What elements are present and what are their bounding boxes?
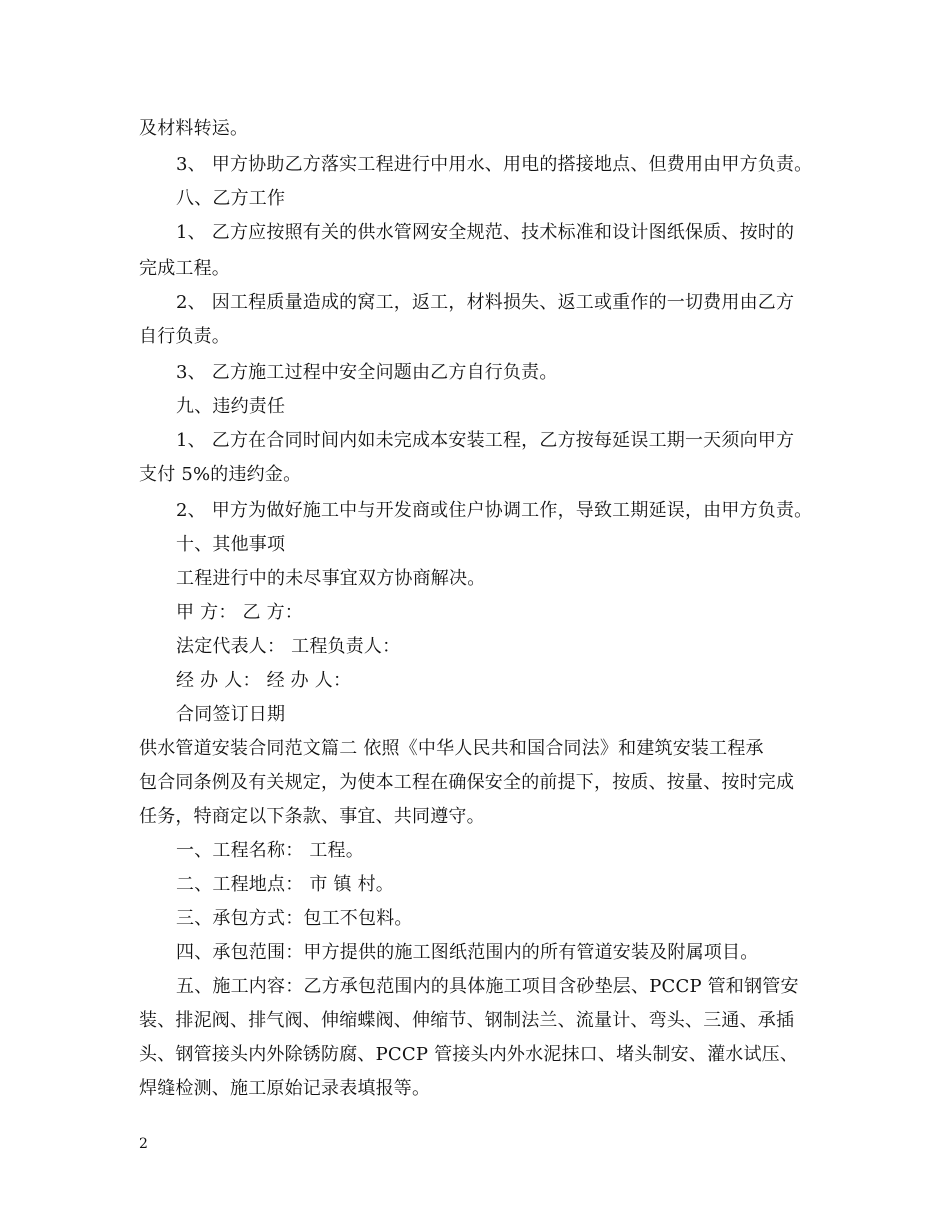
- text-line: 2、 甲方为做好施工中与开发商或住户协调工作，导致工期延误，由甲方负责。: [176, 500, 813, 521]
- section-heading: 九、违约责任: [176, 396, 286, 417]
- text-line: 装、排泥阀、排气阀、伸缩蝶阀、伸缩节、钢制法兰、流量计、弯头、三通、承插: [139, 1010, 795, 1031]
- text-line: 焊缝检测、施工原始记录表填报等。: [139, 1078, 431, 1099]
- text-line: 完成工程。: [139, 258, 230, 279]
- text-line: 1、 乙方应按照有关的供水管网安全规范、技术标准和设计图纸保质、按时的: [176, 222, 795, 243]
- text-line: 四、承包范围：甲方提供的施工图纸范围内的所有管道安装及附属项目。: [176, 942, 759, 963]
- text-line: 一、工程名称： 工程。: [176, 840, 364, 861]
- text-line: 3、 乙方施工过程中安全问题由乙方自行负责。: [176, 362, 558, 383]
- section-heading: 十、其他事项: [176, 534, 286, 555]
- text-line: 及材料转运。: [139, 118, 249, 139]
- text-line: 工程进行中的未尽事宜双方协商解决。: [176, 568, 486, 589]
- text-line: 二、工程地点： 市 镇 村。: [176, 874, 394, 895]
- section-heading: 八、乙方工作: [176, 188, 286, 209]
- text-line: 供水管道安装合同范文篇二 依照《中华人民共和国合同法》和建筑安装工程承: [139, 738, 764, 759]
- text-line: 三、承包方式：包工不包料。: [176, 908, 413, 929]
- signature-line: 甲 方： 乙 方：: [176, 602, 303, 623]
- text-line: 头、钢管接头内外除锈防腐、PCCP 管接头内外水泥抹口、堵头制安、灌水试压、: [139, 1044, 799, 1065]
- text-line: 1、 乙方在合同时间内如未完成本安装工程，乙方按每延误工期一天须向甲方: [176, 430, 795, 451]
- signature-line: 合同签订日期: [176, 704, 286, 725]
- text-line: 任务，特商定以下条款、事宜、共同遵守。: [139, 806, 485, 827]
- text-line: 支付 5%的违约金。: [139, 464, 302, 485]
- text-line: 2、 因工程质量造成的窝工，返工，材料损失、返工或重作的一切费用由乙方: [176, 292, 795, 313]
- text-line: 包合同条例及有关规定，为使本工程在确保安全的前提下，按质、按量、按时完成: [139, 772, 795, 793]
- signature-line: 经 办 人： 经 办 人：: [176, 670, 352, 691]
- page-number: 2: [139, 1136, 148, 1152]
- signature-line: 法定代表人： 工程负责人：: [176, 636, 401, 657]
- text-line: 自行负责。: [139, 326, 230, 347]
- text-line: 五、施工内容：乙方承包范围内的具体施工项目含砂垫层、PCCP 管和钢管安: [176, 976, 799, 997]
- text-line: 3、 甲方协助乙方落实工程进行中用水、用电的搭接地点、但费用由甲方负责。: [176, 154, 813, 175]
